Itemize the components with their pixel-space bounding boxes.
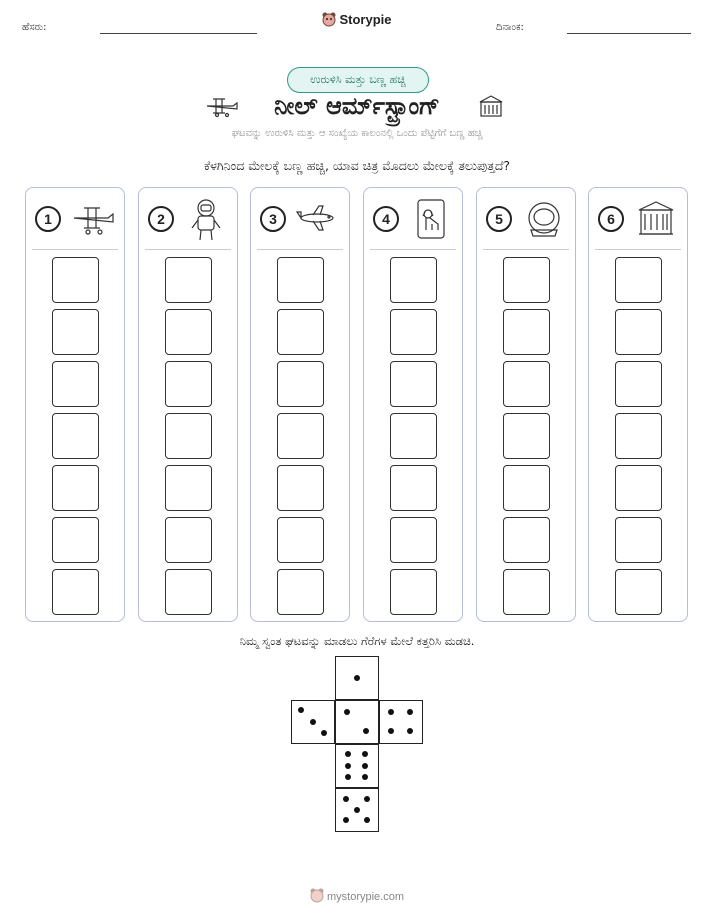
- pip: [388, 709, 394, 715]
- pip: [345, 751, 351, 757]
- color-box[interactable]: [277, 517, 324, 563]
- pip: [345, 763, 351, 769]
- cut-instruction: ನಿಮ್ಮ ಸ್ವಂತ ಘಟವನ್ನು ಮಾಡಲು ಗೆರೆಗಳ ಮೇಲೆ ಕತ್ತರಿಸಿ ಮಡಚಿ.: [239, 634, 475, 648]
- color-box[interactable]: [277, 309, 324, 355]
- color-box[interactable]: [503, 257, 550, 303]
- color-box[interactable]: [503, 361, 550, 407]
- color-box[interactable]: [615, 413, 662, 459]
- color-box[interactable]: [52, 361, 99, 407]
- divider: [370, 249, 456, 250]
- column-number: 6: [598, 206, 624, 232]
- pip: [362, 751, 368, 757]
- color-box[interactable]: [390, 361, 437, 407]
- building-icon: [478, 94, 504, 122]
- color-box[interactable]: [390, 465, 437, 511]
- pip: [363, 728, 369, 734]
- dice-face-2: [335, 700, 379, 744]
- biplane-icon: [70, 198, 116, 240]
- color-box[interactable]: [165, 465, 212, 511]
- pip: [298, 707, 304, 713]
- pip: [362, 774, 368, 780]
- building-icon: [633, 198, 679, 240]
- activity-badge: ಉರುಳಿಸಿ ಮತ್ತು ಬಣ್ಣ ಹಚ್ಚಿ: [287, 67, 429, 93]
- color-box[interactable]: [390, 309, 437, 355]
- color-box[interactable]: [277, 257, 324, 303]
- column-number: 4: [373, 206, 399, 232]
- color-box[interactable]: [615, 361, 662, 407]
- divider: [595, 249, 681, 250]
- column-4: [363, 187, 463, 622]
- color-box[interactable]: [165, 309, 212, 355]
- pip: [407, 709, 413, 715]
- question-text: ಕೆಳಗಿನಿಂದ ಮೇಲಕ್ಕೆ ಬಣ್ಣ ಹಚ್ಚಿ, ಯಾವ ಚಿತ್ರ ಮೊದಲು ಮೇಲಕ್ಕೆ ತಲುಪುತ್ತದೆ?: [203, 158, 511, 173]
- page-title: ನೀಲ್ ಆರ್ಮ್‌ಸ್ಟ್ರಾಂಗ್: [274, 92, 440, 120]
- column-number: 1: [35, 206, 61, 232]
- color-box[interactable]: [390, 257, 437, 303]
- instructions: ಘಟವನ್ನು ಉರುಳಿಸಿ ಮತ್ತು ಆ ಸಂಖ್ಯೆಯ ಕಾಲಂನಲ್ಲಿ ಒಂದು ಪೆಟ್ಟಿಗೆಗೆ ಬಣ್ಣ ಹಚ್ಚಿ: [231, 128, 483, 139]
- pip: [388, 728, 394, 734]
- date-label: ದಿನಾಂಕ:: [496, 22, 524, 33]
- name-line[interactable]: [100, 33, 257, 34]
- dice-face-5: [335, 788, 379, 832]
- dice-face-6: [335, 744, 379, 788]
- pip: [364, 796, 370, 802]
- pip: [343, 817, 349, 823]
- color-box[interactable]: [165, 569, 212, 615]
- color-box[interactable]: [52, 465, 99, 511]
- color-box[interactable]: [615, 309, 662, 355]
- column-6: [588, 187, 688, 622]
- color-box[interactable]: [503, 465, 550, 511]
- color-box[interactable]: [165, 257, 212, 303]
- pip: [354, 675, 360, 681]
- divider: [483, 249, 569, 250]
- footer-url: mystorypie.com: [326, 891, 405, 903]
- divider: [257, 249, 343, 250]
- color-box[interactable]: [165, 413, 212, 459]
- airplane-icon: [295, 198, 341, 240]
- color-box[interactable]: [390, 569, 437, 615]
- color-box[interactable]: [52, 569, 99, 615]
- dog-card-icon: [408, 198, 454, 240]
- color-box[interactable]: [615, 465, 662, 511]
- color-box[interactable]: [52, 257, 99, 303]
- brand-name: Storypie: [339, 12, 392, 27]
- column-1: [25, 187, 125, 622]
- color-box[interactable]: [503, 569, 550, 615]
- pip: [343, 796, 349, 802]
- color-box[interactable]: [277, 361, 324, 407]
- column-number: 2: [148, 206, 174, 232]
- dice-face-3: [291, 700, 335, 744]
- color-box[interactable]: [503, 309, 550, 355]
- column-3: [250, 187, 350, 622]
- divider: [32, 249, 118, 250]
- name-label: ಹೆಸರು:: [22, 22, 47, 33]
- pip: [364, 817, 370, 823]
- column-number: 3: [260, 206, 286, 232]
- space-helmet-icon: [521, 198, 567, 240]
- color-box[interactable]: [615, 569, 662, 615]
- color-box[interactable]: [503, 413, 550, 459]
- color-box[interactable]: [277, 413, 324, 459]
- color-box[interactable]: [390, 413, 437, 459]
- date-line[interactable]: [567, 33, 691, 34]
- pip: [345, 774, 351, 780]
- divider: [145, 249, 231, 250]
- color-box[interactable]: [615, 517, 662, 563]
- pip: [344, 709, 350, 715]
- color-box[interactable]: [165, 361, 212, 407]
- color-box[interactable]: [277, 465, 324, 511]
- astronaut-icon: [183, 198, 229, 240]
- pip: [354, 807, 360, 813]
- column-2: [138, 187, 238, 622]
- column-5: [476, 187, 576, 622]
- color-box[interactable]: [277, 569, 324, 615]
- pip: [321, 730, 327, 736]
- mascot-icon: [322, 12, 336, 30]
- color-box[interactable]: [390, 517, 437, 563]
- color-box[interactable]: [615, 257, 662, 303]
- pip: [407, 728, 413, 734]
- column-number: 5: [486, 206, 512, 232]
- dice-face-4: [379, 700, 423, 744]
- pip: [362, 763, 368, 769]
- color-box[interactable]: [52, 413, 99, 459]
- footer: [0, 888, 714, 906]
- brand-logo: [0, 12, 714, 30]
- dice-face-1: [335, 656, 379, 700]
- mascot-icon: [310, 888, 324, 906]
- color-box[interactable]: [165, 517, 212, 563]
- color-box[interactable]: [52, 309, 99, 355]
- color-box[interactable]: [503, 517, 550, 563]
- pip: [310, 719, 316, 725]
- color-box[interactable]: [52, 517, 99, 563]
